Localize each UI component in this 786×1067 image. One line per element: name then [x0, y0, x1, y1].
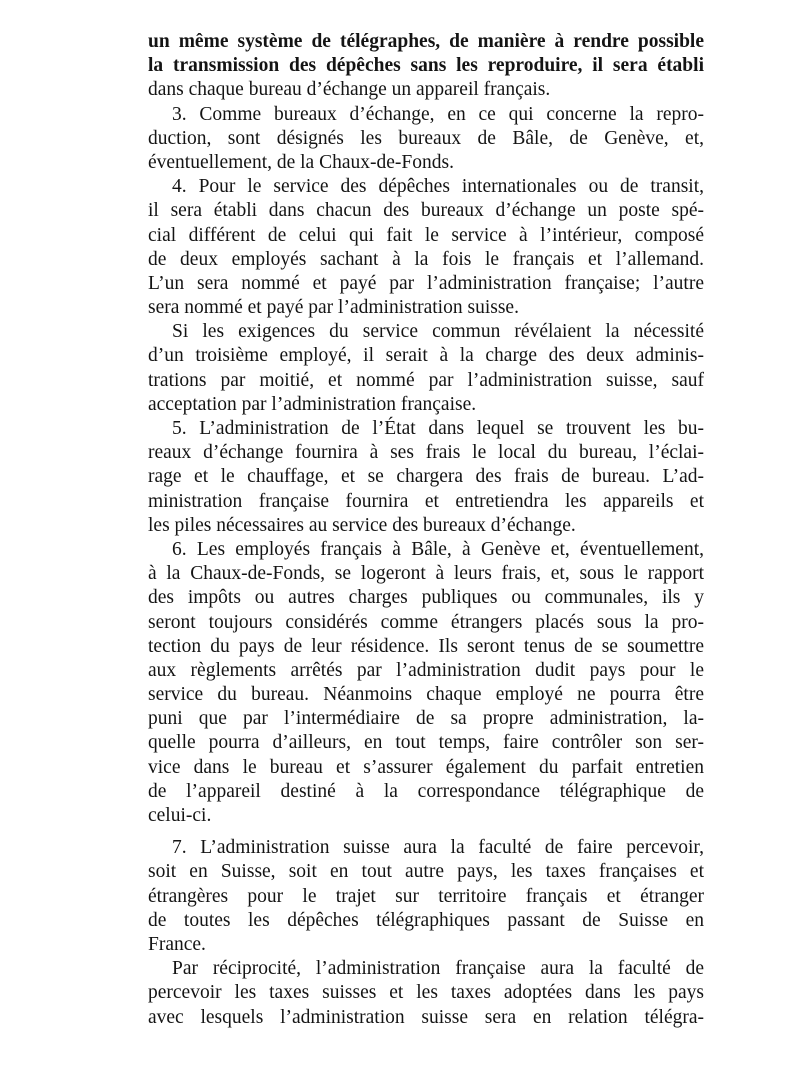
text-line: sera nommé et payé par l’administration suisse. — [148, 297, 519, 319]
article-5-start: 5. L’administration de l’État dans lequel se trouvent les bu- — [172, 418, 704, 439]
paragraph-start: Si les exigences du service commun révélaient la nécessité — [172, 321, 704, 343]
document-body — [148, 30, 704, 1030]
text-line: la transmission des dépêches sans les reproduire, il sera établi — [148, 55, 704, 77]
text-line: de l’appareil destiné à la correspondance télégraphique de — [148, 780, 704, 802]
text-line: rage et le chauffage, et se chargera des frais de bureau. L’ad- — [148, 466, 704, 488]
text-line: soit en Suisse, soit en tout autre pays, les taxes françaises et — [148, 861, 704, 883]
text-line: avec lesquels l’administration suisse sera en relation télégra- — [148, 1006, 704, 1028]
text-line: un même système de télégraphes, de manière à rendre possible — [148, 31, 704, 52]
text-line: vice dans le bureau et s’assurer également du parfait entretien — [148, 756, 704, 778]
text-line: percevoir les taxes suisses et les taxes adoptées dans les pays — [148, 982, 704, 1004]
text-line: acceptation par l’administration française. — [148, 393, 477, 415]
text-line: trations par moitié, et nommé par l’administration suisse, sauf — [148, 369, 704, 391]
article-6-start: 6. Les employés français à Bâle, à Genève et, éventuellement, — [172, 538, 704, 560]
text-line: quelle pourra d’ailleurs, en tout temps, faire contrôler son ser- — [148, 732, 704, 754]
article-3-start: 3. Comme bureaux d’échange, en ce qui concerne la repro- — [172, 103, 704, 125]
text-line: L’un sera nommé et payé par l’administration française; l’autre — [148, 272, 704, 294]
paragraph-gap — [148, 828, 704, 836]
paragraph-start: Par réciprocité, l’administration française aura la faculté de — [172, 958, 704, 980]
text-line: des impôts ou autres charges publiques ou communales, ils y — [148, 587, 704, 609]
text-line: service du bureau. Néanmoins chaque employé ne pourra être — [148, 684, 704, 706]
text-line: de toutes les dépêches télégraphiques passant de Suisse en — [148, 909, 704, 931]
text-line: reaux d’échange fournira à ses frais le local du bureau, l’éclai- — [148, 442, 704, 464]
text-line: à la Chaux-de-Fonds, se logeront à leurs frais, et, sous le rapport — [148, 563, 704, 585]
text-line: tection du pays de leur résidence. Ils seront tenus de se soumettre — [148, 635, 704, 657]
text-line: étrangères pour le trajet sur territoire français et étranger — [148, 885, 704, 907]
text-line: les piles nécessaires au service des bureaux d’échange. — [148, 514, 576, 536]
text-line: éventuellement, de la Chaux-de-Fonds. — [148, 151, 454, 173]
article-4-start: 4. Pour le service des dépêches internationales ou de transit, — [172, 176, 704, 198]
text-line: ministration française fournira et entretiendra les appareils et — [148, 490, 704, 512]
article-7-start: 7. L’administration suisse aura la faculté de faire percevoir, — [172, 837, 704, 859]
text-line: cial différent de celui qui fait le service à l’intérieur, composé — [148, 224, 704, 246]
text-line: dans chaque bureau d’échange un appareil français. — [148, 79, 551, 101]
text-line: il sera établi dans chacun des bureaux d’échange un poste spé- — [148, 200, 704, 222]
text-line: celui-ci. — [148, 805, 212, 826]
text-line: de deux employés sachant à la fois le français et l’allemand. — [148, 248, 704, 270]
text-line: duction, sont désignés les bureaux de Bâle, de Genève, et, — [148, 127, 704, 149]
text-line: d’un troisième employé, il serait à la charge des deux adminis- — [148, 345, 704, 367]
text-line: puni que par l’intermédiaire de sa propre administration, la- — [148, 708, 704, 730]
text-line: aux règlements arrêtés par l’administration dudit pays pour le — [148, 659, 704, 681]
text-line: seront toujours considérés comme étrangers placés sous la pro- — [148, 611, 704, 633]
text-line: France. — [148, 933, 206, 955]
